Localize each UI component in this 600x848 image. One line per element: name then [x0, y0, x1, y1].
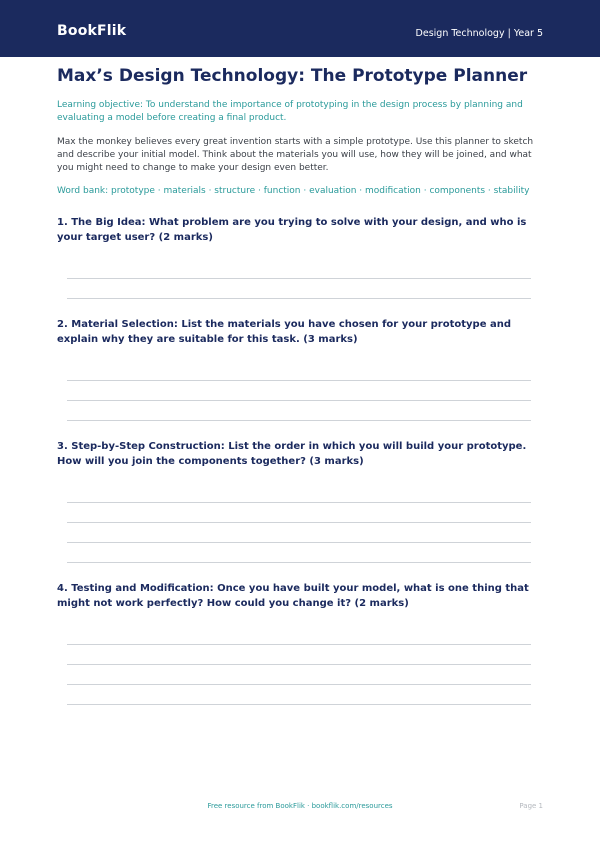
answer-line[interactable] [67, 562, 531, 563]
page-number: Page 1 [519, 802, 543, 810]
question-4: 4. Testing and Modification: Once you have built your model, what is one thing that might not work perfectly? How could you change it? (2 marks) [57, 583, 529, 609]
brand-logo: BookFlik [57, 23, 127, 39]
answer-line[interactable] [67, 704, 531, 705]
answer-line[interactable] [67, 400, 531, 401]
answer-line[interactable] [67, 502, 531, 503]
answer-line[interactable] [67, 664, 531, 665]
question-1: 1. The Big Idea: What problem are you trying to solve with your design, and who is your target user? (2 marks) [57, 217, 527, 243]
answer-line[interactable] [67, 684, 531, 685]
answer-line[interactable] [67, 644, 531, 645]
answer-line[interactable] [67, 420, 531, 421]
word-bank: Word bank: prototype · materials · structure · function · evaluation · modification · components · stability [57, 186, 530, 196]
intro-paragraph: Max the monkey believes every great invention starts with a simple prototype. Use this planner to sketch and describe your initial model. Think about the materials you will use, how they will be joined, and what you might need to change to make your design even better. [57, 137, 534, 173]
question-3: 3. Step-by-Step Construction: List the order in which you will build your prototype. How will you join the components together? (3 marks) [57, 441, 527, 467]
question-2: 2. Material Selection: List the materials you have chosen for your prototype and explain why they are suitable for this task. (3 marks) [57, 319, 511, 345]
header-bar [0, 0, 600, 57]
footer-credit: Free resource from BookFlik · bookflik.com/resources [207, 802, 393, 810]
answer-line[interactable] [67, 522, 531, 523]
answer-line[interactable] [67, 278, 531, 279]
answer-line[interactable] [67, 298, 531, 299]
page-title: Max’s Design Technology: The Prototype Planner [57, 66, 528, 86]
subject-label: Design Technology | Year 5 [415, 28, 543, 39]
learning-objective: Learning objective: To understand the importance of prototyping in the design process by planning and evaluating a model before creating a final product. [57, 100, 523, 123]
answer-line[interactable] [67, 542, 531, 543]
answer-line[interactable] [67, 380, 531, 381]
